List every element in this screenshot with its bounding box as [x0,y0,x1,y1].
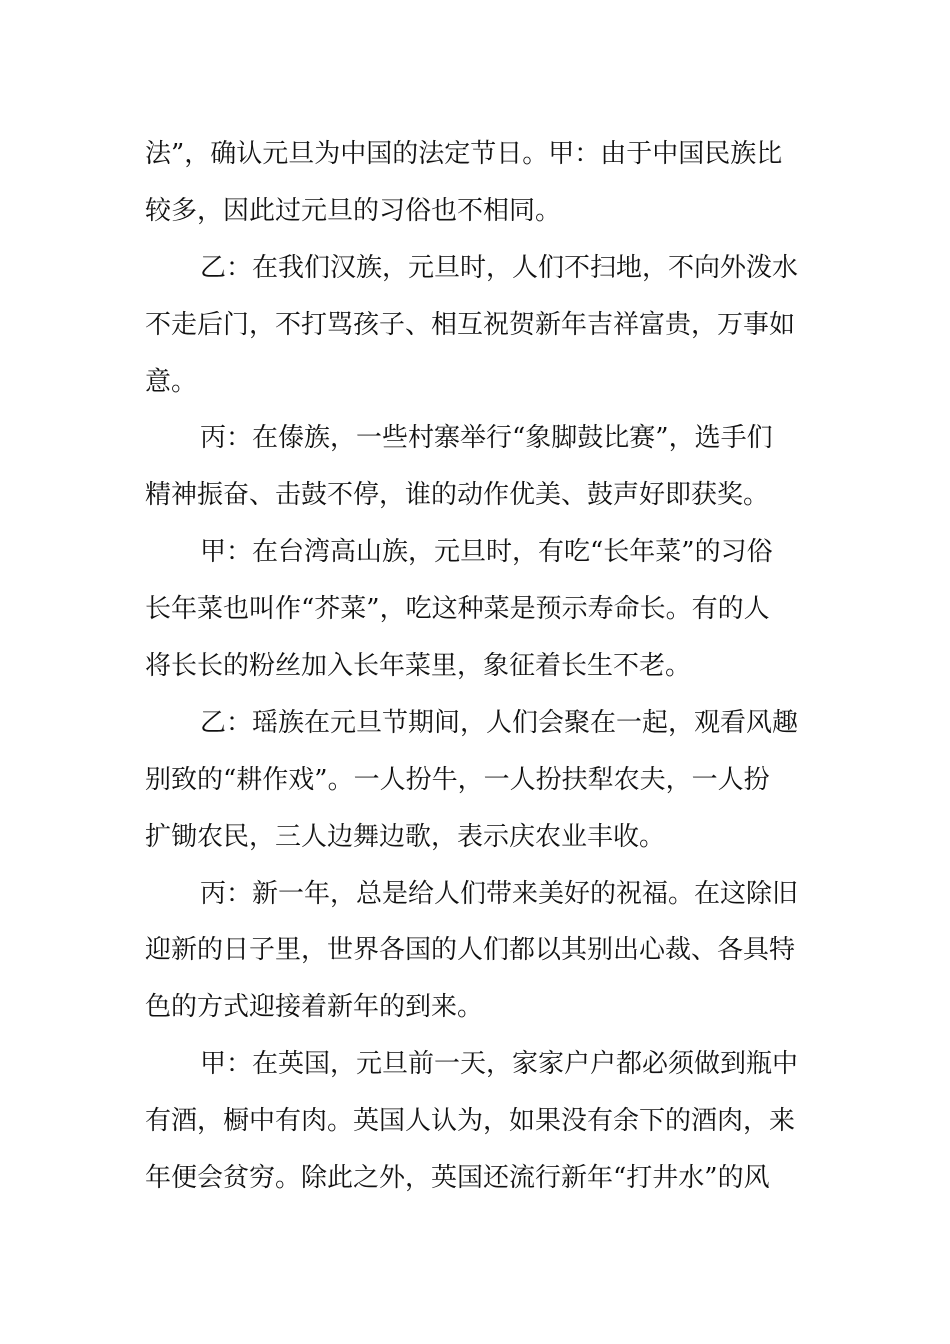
text-line: 色的方式迎接着新年的到来。 [145,992,484,1023]
text-line: 较多，因此过元旦的习俗也不相同。 [145,195,562,226]
text-line: 长年菜也叫作“芥菜”，吃这种菜是预示寿命长。有的人 [145,594,770,625]
text-line: 精神振奋、击鼓不停，谁的动作优美、鼓声好即获奖。 [145,480,770,511]
text-line: 有酒，橱中有肉。英国人认为，如果没有余下的酒肉，来 [145,1106,796,1137]
text-line: 甲：在台湾高山族，元旦时，有吃“长年菜”的习俗 [200,537,773,568]
text-line: 扩锄农民，三人边舞边歌，表示庆农业丰收。 [145,821,666,852]
text-line: 丙：在傣族，一些村寨举行“象脚鼓比赛”，选手们 [200,423,773,454]
text-line: 年便会贫穷。除此之外，英国还流行新年“打井水”的风 [145,1163,770,1194]
text-line: 将长长的粉丝加入长年菜里，象征着长生不老。 [145,651,692,682]
text-line: 乙：瑶族在元旦节期间，人们会聚在一起，观看风趣 [200,707,799,738]
text-line: 迎新的日子里，世界各国的人们都以其别出心裁、各具特 [145,935,796,966]
text-line: 意。 [145,366,198,397]
text-line: 法”，确认元旦为中国的法定节日。甲：由于中国民族比 [145,139,783,169]
text-line: 不走后门，不打骂孩子、相互祝贺新年吉祥富贵，万事如 [145,309,796,340]
text-line: 丙：新一年，总是给人们带来美好的祝福。在这除旧 [200,878,799,909]
text-line: 甲：在英国，元旦前一天，家家户户都必须做到瓶中 [200,1049,799,1080]
text-line: 别致的“耕作戏”。一人扮牛，一人扮扶犁农夫，一人扮 [145,764,770,795]
body-text [145,126,810,1207]
text-line: 乙：在我们汉族，元旦时，人们不扫地，不向外泼水 [200,252,799,283]
